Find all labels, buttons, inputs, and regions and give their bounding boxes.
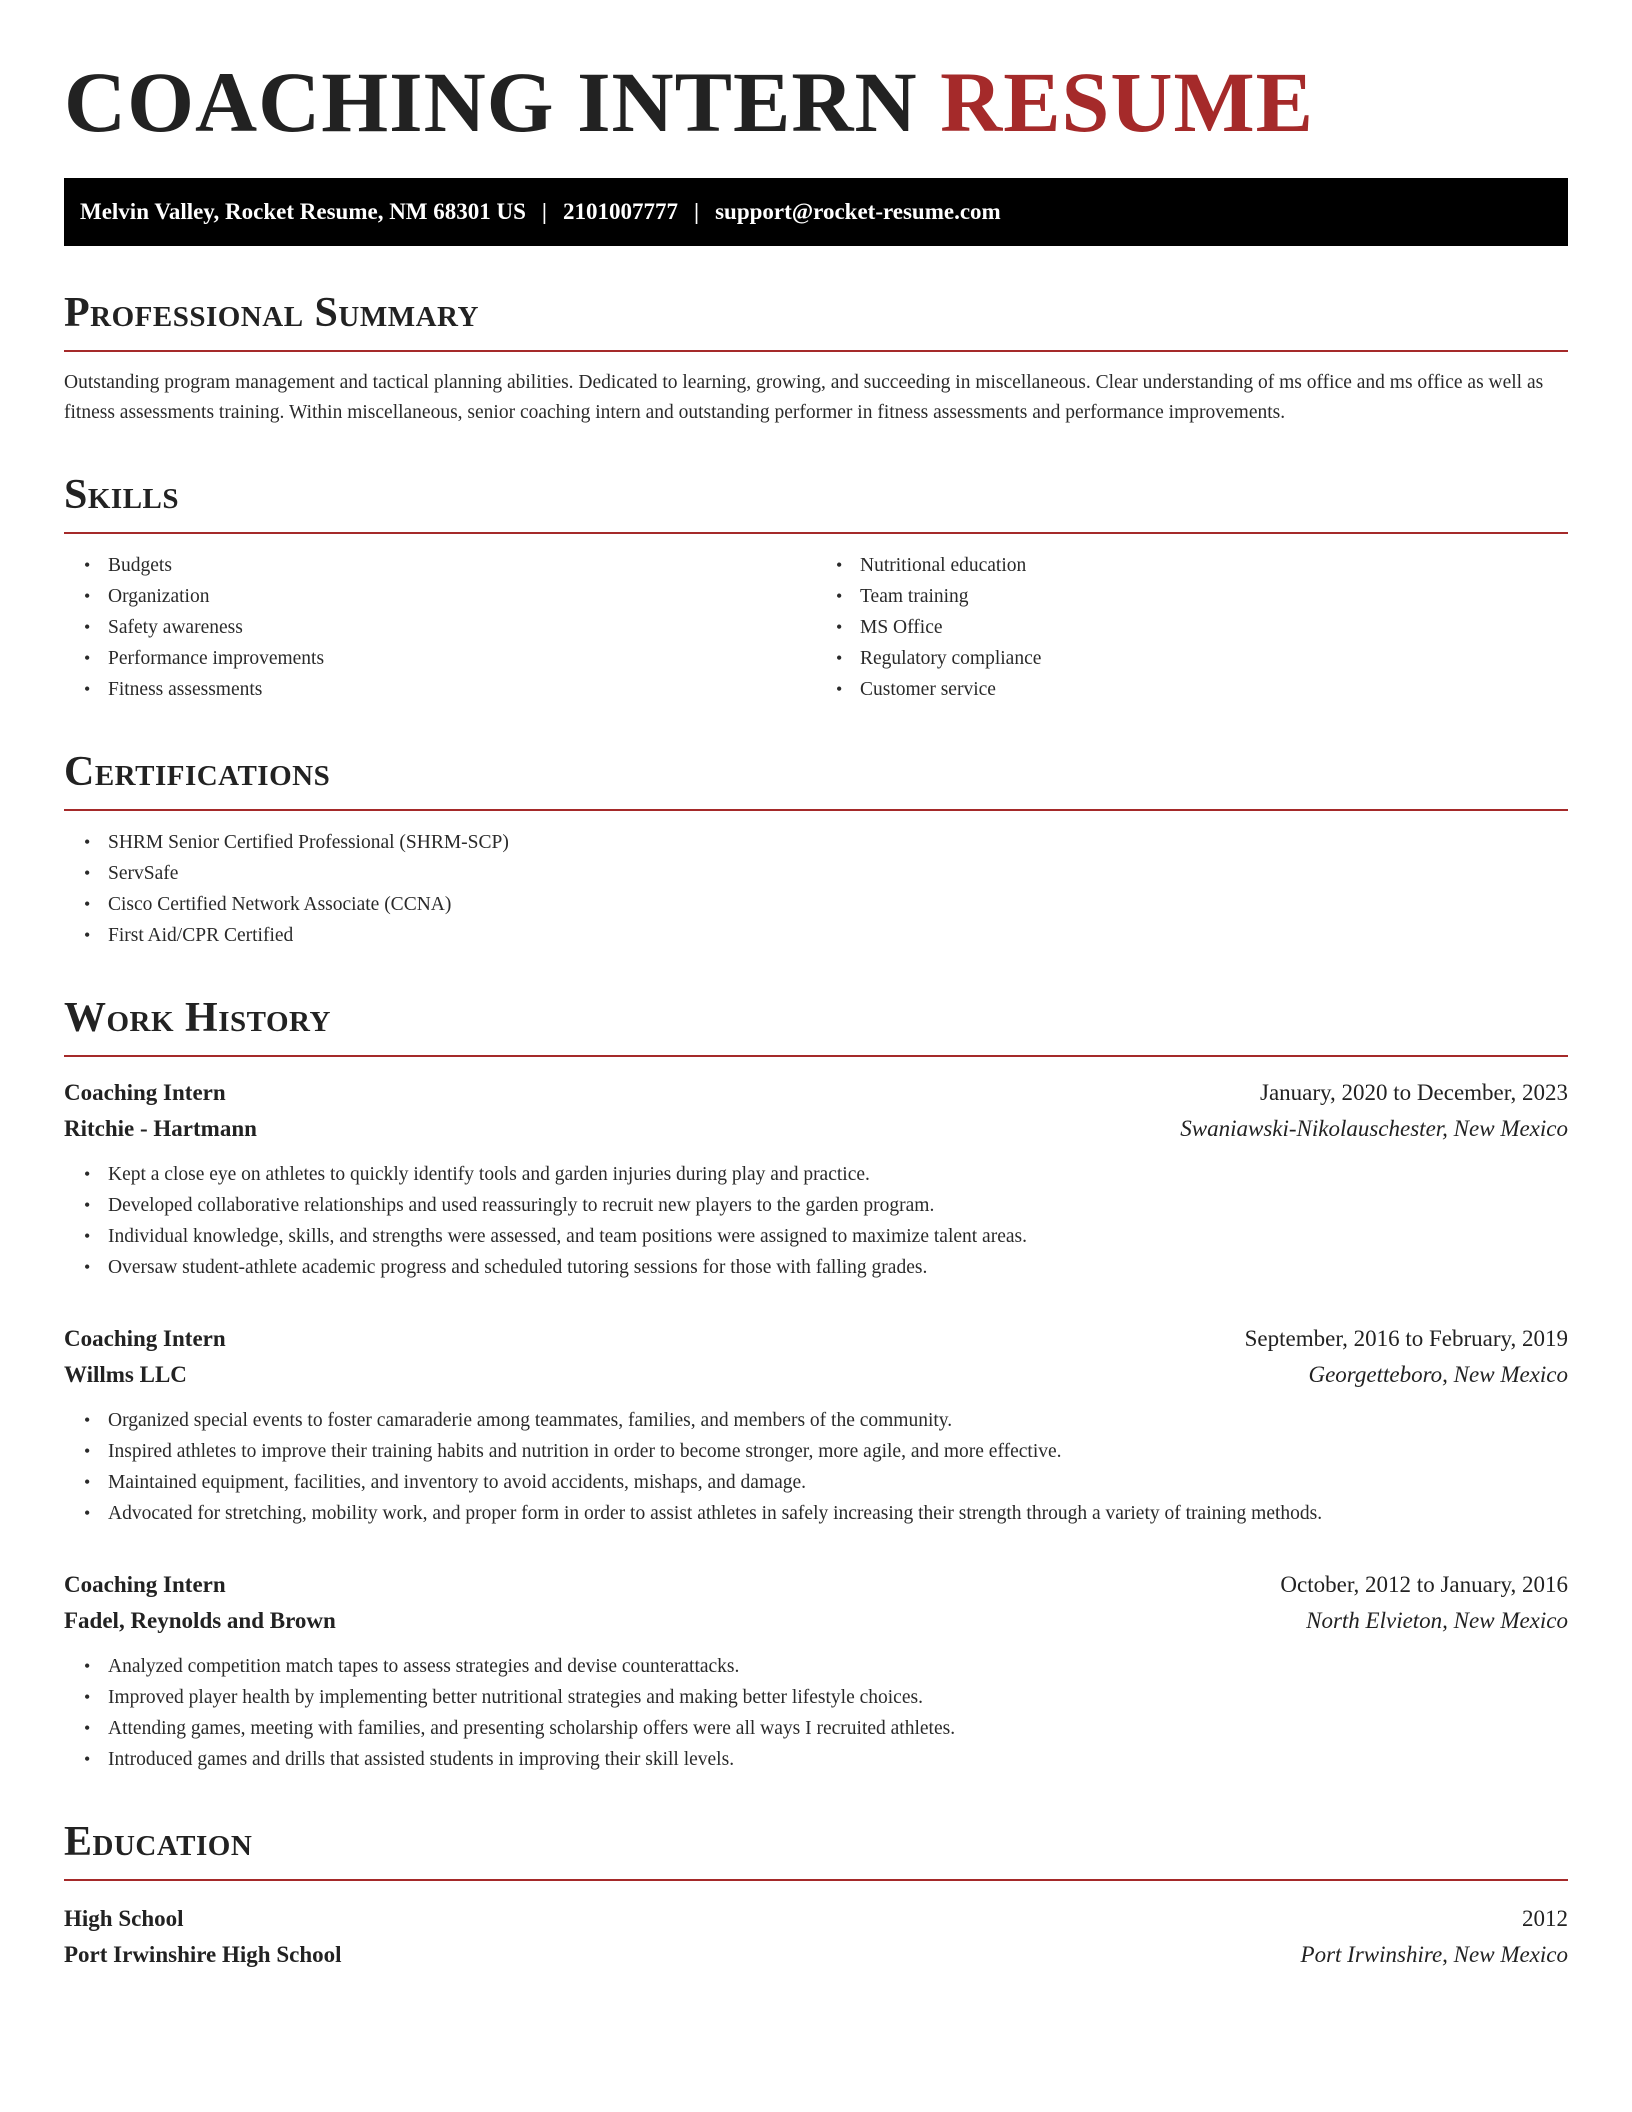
bullet-icon: • — [84, 1718, 91, 1738]
bullet-icon: • — [84, 1656, 91, 1676]
education-heading: Education — [64, 1819, 1568, 1881]
bullet-icon: • — [84, 1410, 91, 1430]
bullet-icon: • — [84, 555, 91, 575]
work-history-section — [64, 995, 1568, 1775]
certifications-section — [64, 749, 1568, 951]
bullet-icon: • — [84, 832, 91, 852]
skills-grid — [64, 534, 1568, 705]
certification-item: • SHRM Senior Certified Professional (SHRM-SCP) — [108, 827, 1568, 858]
job-entry — [64, 1075, 1568, 1283]
contact-bar — [64, 178, 1568, 246]
bullet-icon: • — [84, 1164, 91, 1184]
education-school-row — [64, 1937, 1568, 1973]
job-bullet: • Attending games, meeting with families, and presenting scholarship offers were all ways I recruited athletes. — [108, 1713, 1568, 1744]
summary-heading: Professional Summary — [64, 290, 1568, 352]
bullet-icon: • — [84, 617, 91, 637]
bullet-icon: • — [84, 1441, 91, 1461]
education-year: 2012 — [1522, 1906, 1568, 1931]
job-bullets — [64, 1405, 1568, 1529]
education-section — [64, 1819, 1568, 1973]
bullet-icon: • — [836, 586, 843, 606]
job-bullet: • Individual knowledge, skills, and strengths were assessed, and team positions were assigned to maximize talent areas. — [108, 1221, 1568, 1252]
skill-item: • Organization — [108, 581, 816, 612]
job-bullet: • Inspired athletes to improve their training habits and nutrition in order to become stronger, more agile, and more effective. — [108, 1436, 1568, 1467]
skills-heading: Skills — [64, 472, 1568, 534]
job-title: Coaching Intern — [64, 1572, 226, 1597]
bullet-icon: • — [84, 1472, 91, 1492]
job-entry — [64, 1567, 1568, 1775]
bullet-icon: • — [84, 1257, 91, 1277]
bullet-icon: • — [836, 679, 843, 699]
contact-phone: 2101007777 — [563, 199, 678, 224]
bullet-icon: • — [84, 1226, 91, 1246]
bullet-icon: • — [84, 894, 91, 914]
bullet-icon: • — [836, 555, 843, 575]
job-location: North Elvieton, New Mexico — [1306, 1608, 1568, 1633]
job-bullet: • Analyzed competition match tapes to assess strategies and devise counterattacks. — [108, 1651, 1568, 1682]
skill-item: • Safety awareness — [108, 612, 816, 643]
skill-item: • Customer service — [860, 674, 1568, 705]
contact-email[interactable]: support@rocket-resume.com — [715, 199, 1001, 224]
certification-item: • First Aid/CPR Certified — [108, 920, 1568, 951]
skill-item: • Performance improvements — [108, 643, 816, 674]
job-bullet: • Oversaw student-athlete academic progress and scheduled tutoring sessions for those with falling grades. — [108, 1252, 1568, 1283]
job-title-row — [64, 1567, 1568, 1603]
skills-section — [64, 472, 1568, 705]
bullet-icon: • — [836, 648, 843, 668]
certification-item: • Cisco Certified Network Associate (CCNA) — [108, 889, 1568, 920]
bullet-icon: • — [84, 648, 91, 668]
bullet-icon: • — [84, 925, 91, 945]
bullet-icon: • — [84, 1195, 91, 1215]
bullet-icon: • — [84, 679, 91, 699]
contact-separator: | — [694, 199, 700, 224]
job-bullet: • Introduced games and drills that assisted students in improving their skill levels. — [108, 1744, 1568, 1775]
bullet-icon: • — [836, 617, 843, 637]
job-title-row — [64, 1321, 1568, 1357]
contact-address: Melvin Valley, Rocket Resume, NM 68301 US — [80, 199, 526, 224]
work-history-heading: Work History — [64, 995, 1568, 1057]
certification-item: • ServSafe — [108, 858, 1568, 889]
job-location: Swaniawski-Nikolauschester, New Mexico — [1180, 1116, 1568, 1141]
skill-item: • Nutritional education — [860, 550, 1568, 581]
job-location: Georgetteboro, New Mexico — [1308, 1362, 1568, 1387]
bullet-icon: • — [84, 1503, 91, 1523]
job-company-row — [64, 1357, 1568, 1393]
job-bullet: • Organized special events to foster camaraderie among teammates, families, and members of the community. — [108, 1405, 1568, 1436]
job-company: Fadel, Reynolds and Brown — [64, 1608, 336, 1633]
job-dates: January, 2020 to December, 2023 — [1260, 1080, 1568, 1105]
education-degree: High School — [64, 1906, 184, 1931]
bullet-icon: • — [84, 1749, 91, 1769]
education-location: Port Irwinshire, New Mexico — [1300, 1942, 1568, 1967]
skills-column-1 — [64, 550, 816, 705]
resume-title — [64, 52, 1568, 152]
job-entry — [64, 1321, 1568, 1529]
job-bullet: • Developed collaborative relationships and used reassuringly to recruit new players to the garden program. — [108, 1190, 1568, 1221]
skill-item: • Regulatory compliance — [860, 643, 1568, 674]
job-company: Willms LLC — [64, 1362, 187, 1387]
job-company-row — [64, 1111, 1568, 1147]
job-bullet: • Advocated for stretching, mobility work, and proper form in order to assist athletes in safely increasing their strength through a variety of training methods. — [108, 1498, 1568, 1529]
skill-item: • Team training — [860, 581, 1568, 612]
job-title-row — [64, 1075, 1568, 1111]
job-title: Coaching Intern — [64, 1326, 226, 1351]
bullet-icon: • — [84, 1687, 91, 1707]
skill-item: • MS Office — [860, 612, 1568, 643]
job-bullet: • Kept a close eye on athletes to quickly identify tools and garden injuries during play and practice. — [108, 1159, 1568, 1190]
contact-separator: | — [541, 199, 547, 224]
bullet-icon: • — [84, 586, 91, 606]
job-dates: October, 2012 to January, 2016 — [1280, 1572, 1568, 1597]
summary-text: Outstanding program management and tactical planning abilities. Dedicated to learning, growing, and succeeding in miscellaneous. Clear understanding of ms office and ms office as well as fitness assessments training. Within miscellaneous, senior coaching intern and outstanding performer in fitness assessments and performance improvements. — [64, 372, 1544, 423]
education-degree-row — [64, 1901, 1568, 1937]
bullet-icon: • — [84, 863, 91, 883]
skill-item: • Fitness assessments — [108, 674, 816, 705]
job-company-row — [64, 1603, 1568, 1639]
title-main: COACHING INTERN — [64, 54, 918, 150]
job-title: Coaching Intern — [64, 1080, 226, 1105]
education-school: Port Irwinshire High School — [64, 1942, 342, 1967]
certifications-heading: Certifications — [64, 749, 1568, 811]
skill-item: • Budgets — [108, 550, 816, 581]
skills-column-2 — [816, 550, 1568, 705]
job-dates: September, 2016 to February, 2019 — [1244, 1326, 1568, 1351]
job-bullets — [64, 1651, 1568, 1775]
job-bullets — [64, 1159, 1568, 1283]
education-entry — [64, 1901, 1568, 1973]
summary-section — [64, 290, 1568, 428]
job-bullet: • Improved player health by implementing better nutritional strategies and making better lifestyle choices. — [108, 1682, 1568, 1713]
title-accent: RESUME — [940, 54, 1315, 150]
job-bullet: • Maintained equipment, facilities, and inventory to avoid accidents, mishaps, and damage. — [108, 1467, 1568, 1498]
job-company: Ritchie - Hartmann — [64, 1116, 257, 1141]
certifications-list — [64, 827, 1568, 951]
